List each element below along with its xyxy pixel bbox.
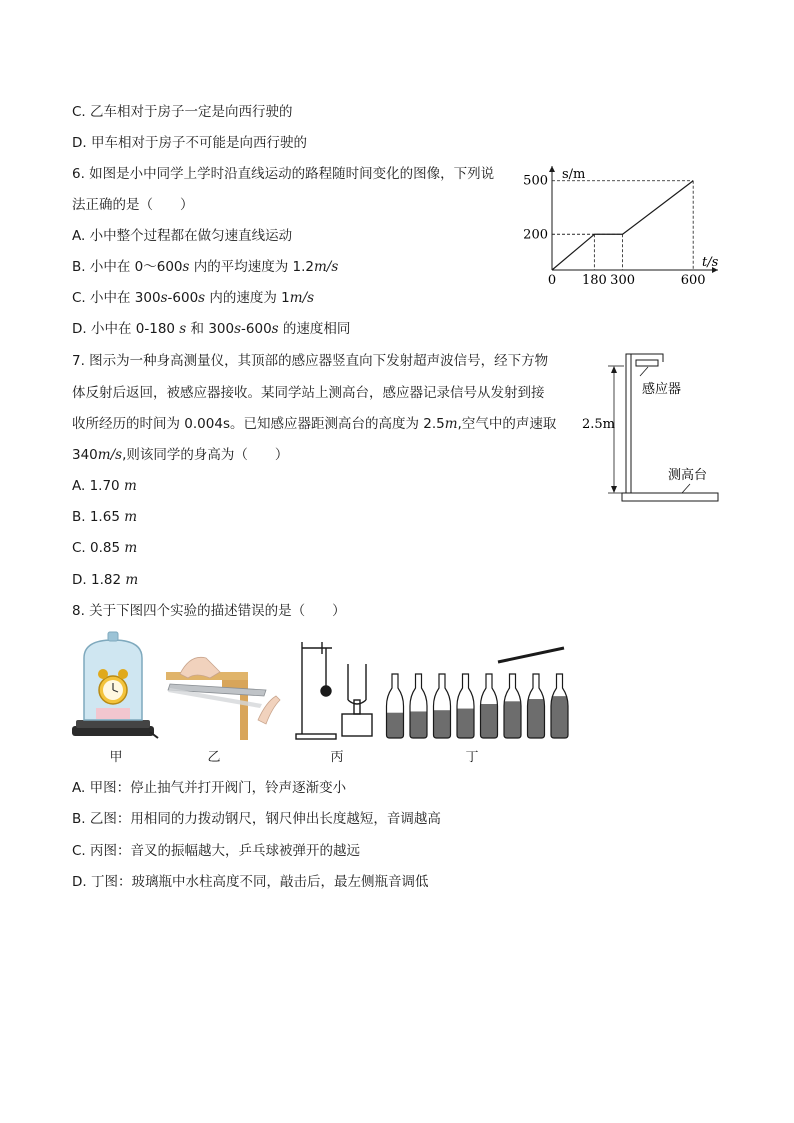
bottle-3 [432, 672, 453, 738]
q6-stem-line-1: 6. 如图是小中同学上学时沿直线运动的路程随时间变化的图像，下列说 [72, 166, 495, 182]
q7-option-b: B. 1.65 m [72, 509, 138, 525]
q8-stem: 8. 关于下图四个实验的描述错误的是（ ） [72, 603, 346, 619]
q6-option-c: C. 小中在 300s-600s 内的速度为 1m/s [72, 290, 315, 306]
series-segment-0 [552, 234, 594, 270]
bottle-6 [502, 672, 523, 738]
bottle-1 [385, 672, 406, 738]
q7-option-c: C. 0.85 m [72, 540, 138, 556]
height-dimension-label: 2.5m [582, 417, 616, 432]
q7-stem-line-4: 340m/s,则该同学的身高为（ ） [72, 447, 289, 463]
x-tick-label-600: 600 [680, 273, 706, 288]
bottle-4 [455, 672, 476, 738]
x-tick-label-300: 300 [610, 273, 636, 288]
caption-yi: 乙 [207, 750, 221, 765]
q6-option-d: D. 小中在 0-180 s 和 300s-600s 的速度相同 [72, 321, 351, 337]
platform-leader [682, 484, 690, 493]
x-tick-label-180: 180 [581, 273, 607, 288]
bottle-2 [408, 672, 429, 738]
q6-stem-line-2: 法正确的是（ ） [72, 197, 194, 213]
bottle-7 [526, 672, 547, 738]
y-tick-label-500: 500 [523, 173, 548, 189]
bell-jar-experiment [72, 632, 158, 738]
caption-jia: 甲 [109, 750, 123, 765]
y-tick-label-200: 200 [523, 227, 548, 243]
bottle-8 [549, 672, 570, 738]
q7-option-d: D. 1.82 m [72, 572, 139, 588]
q8-option-c: C. 丙图：音叉的振幅越大，乒乓球被弹开的越远 [72, 843, 361, 859]
q7-stem-line-1: 7. 图示为一种身高测量仪，其顶部的感应器竖直向下发射超声波信号，经下方物 [72, 353, 549, 369]
q7-stem-line-2: 体反射后返回，被感应器接收。某同学站上测高台，感应器记录信号从发射到接 [72, 385, 545, 401]
q7-option-a: A. 1.70 m [72, 478, 137, 494]
meter-pole [626, 354, 631, 493]
dim-arrow-down [611, 486, 617, 493]
x-axis-label: t/s [702, 255, 719, 270]
dim-arrow-up [611, 366, 617, 373]
sensor-box [636, 360, 658, 366]
ruler-experiment [166, 657, 280, 740]
bottles-experiment [385, 672, 571, 738]
q8-option-a: A. 甲图：停止抽气并打开阀门，铃声逐渐变小 [72, 780, 347, 796]
y-axis-label: s/m [562, 167, 586, 182]
x-tick-label-0: 0 [547, 273, 557, 288]
sensor-leader [640, 367, 648, 376]
platform-label: 测高台 [668, 468, 708, 483]
q5-option-c: C. 乙车相对于房子一定是向西行驶的 [72, 104, 293, 120]
q5-option-d: D. 甲车相对于房子不可能是向西行驶的 [72, 135, 307, 151]
q8-option-b: B. 乙图：用相同的力拨动钢尺，钢尺伸出长度越短，音调越高 [72, 811, 441, 827]
distance-time-chart [520, 158, 740, 290]
platform-base [622, 493, 718, 501]
experiments-figure [70, 628, 570, 742]
series-segment-2 [623, 181, 694, 235]
striking-stick [498, 648, 564, 662]
height-meter-figure [578, 350, 728, 506]
q7-stem-line-3: 收所经历的时间为 0.004s。已知感应器距测高台的高度为 2.5m,空气中的声速取 [72, 416, 557, 432]
bottle-5 [479, 672, 500, 738]
tuning-fork-experiment [296, 642, 372, 739]
caption-bing: 丙 [330, 750, 344, 765]
q8-option-d: D. 丁图：玻璃瓶中水柱高度不同，敲击后，最左侧瓶音调低 [72, 874, 429, 890]
sensor-label: 感应器 [642, 382, 682, 397]
caption-ding: 丁 [465, 750, 479, 765]
q6-option-a: A. 小中整个过程都在做匀速直线运动 [72, 228, 293, 244]
q6-option-b: B. 小中在 0～600s 内的平均速度为 1.2m/s [72, 259, 339, 275]
